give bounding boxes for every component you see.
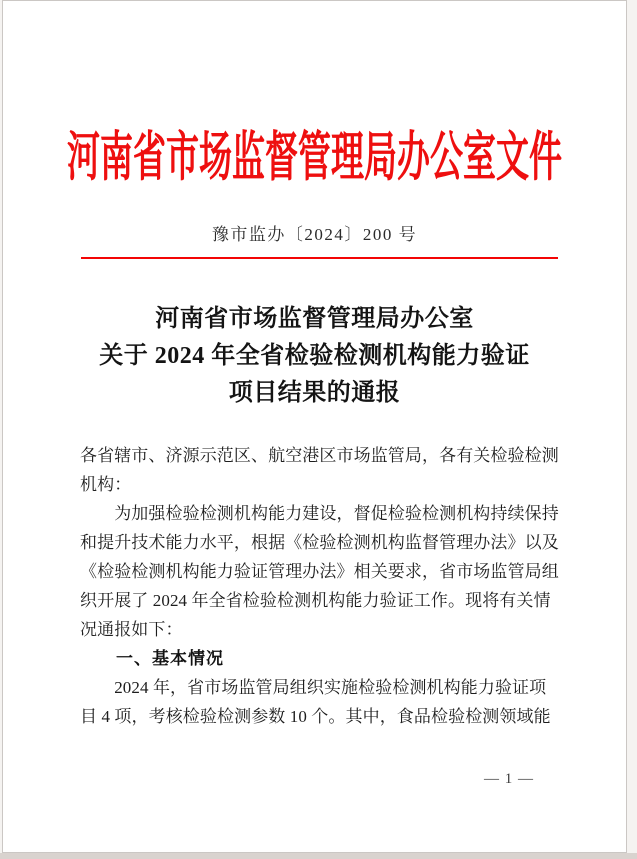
text-line: 关于 2024 年全省检验检测机构能力验证: [99, 343, 530, 369]
document-number: 豫市监办〔2024〕200 号: [211, 225, 418, 244]
document-body: [80, 441, 560, 731]
document-title: [3, 301, 626, 412]
text-line: 河南省市场监督管理局办公室: [155, 306, 474, 332]
text-line: 各省辖市、济源示范区、航空港区市场监管局，各有关检验检测: [80, 446, 559, 465]
text-line: 和提升技术能力水平，根据《检验检测机构监督管理办法》以及: [80, 533, 559, 552]
text-line: 目 4 项，考核检验检测参数 10 个。其中，食品检验检测领域能: [80, 707, 551, 726]
viewer-bottom-gap: [0, 853, 637, 859]
letterhead-banner: [3, 129, 626, 189]
letterhead-banner-text: 河南省市场监督管理局办公室文件: [67, 129, 562, 189]
text-line: 织开展了 2024 年全省检验检测机构能力验证工作。现将有关情: [80, 591, 551, 610]
text-line: 为加强检验检测机构能力建设，督促检验检测机构持续保持: [80, 504, 559, 523]
salutation: [80, 441, 560, 499]
section-heading: 一、基本情况: [116, 649, 224, 668]
section-paragraph: [80, 673, 560, 731]
document-page: [2, 0, 627, 853]
text-line: 项目结果的通报: [228, 380, 401, 406]
text-line: 2024 年，省市场监管局组织实施检验检测机构能力验证项: [80, 678, 547, 697]
red-divider-rule: [81, 257, 558, 259]
page-number: — 1 —: [484, 771, 534, 787]
text-line: 《检验检测机构能力验证管理办法》相关要求，省市场监管局组: [80, 562, 559, 581]
intro-paragraph: [80, 499, 560, 644]
text-line: 况通报如下：: [80, 620, 183, 639]
text-line: 机构：: [80, 475, 132, 494]
